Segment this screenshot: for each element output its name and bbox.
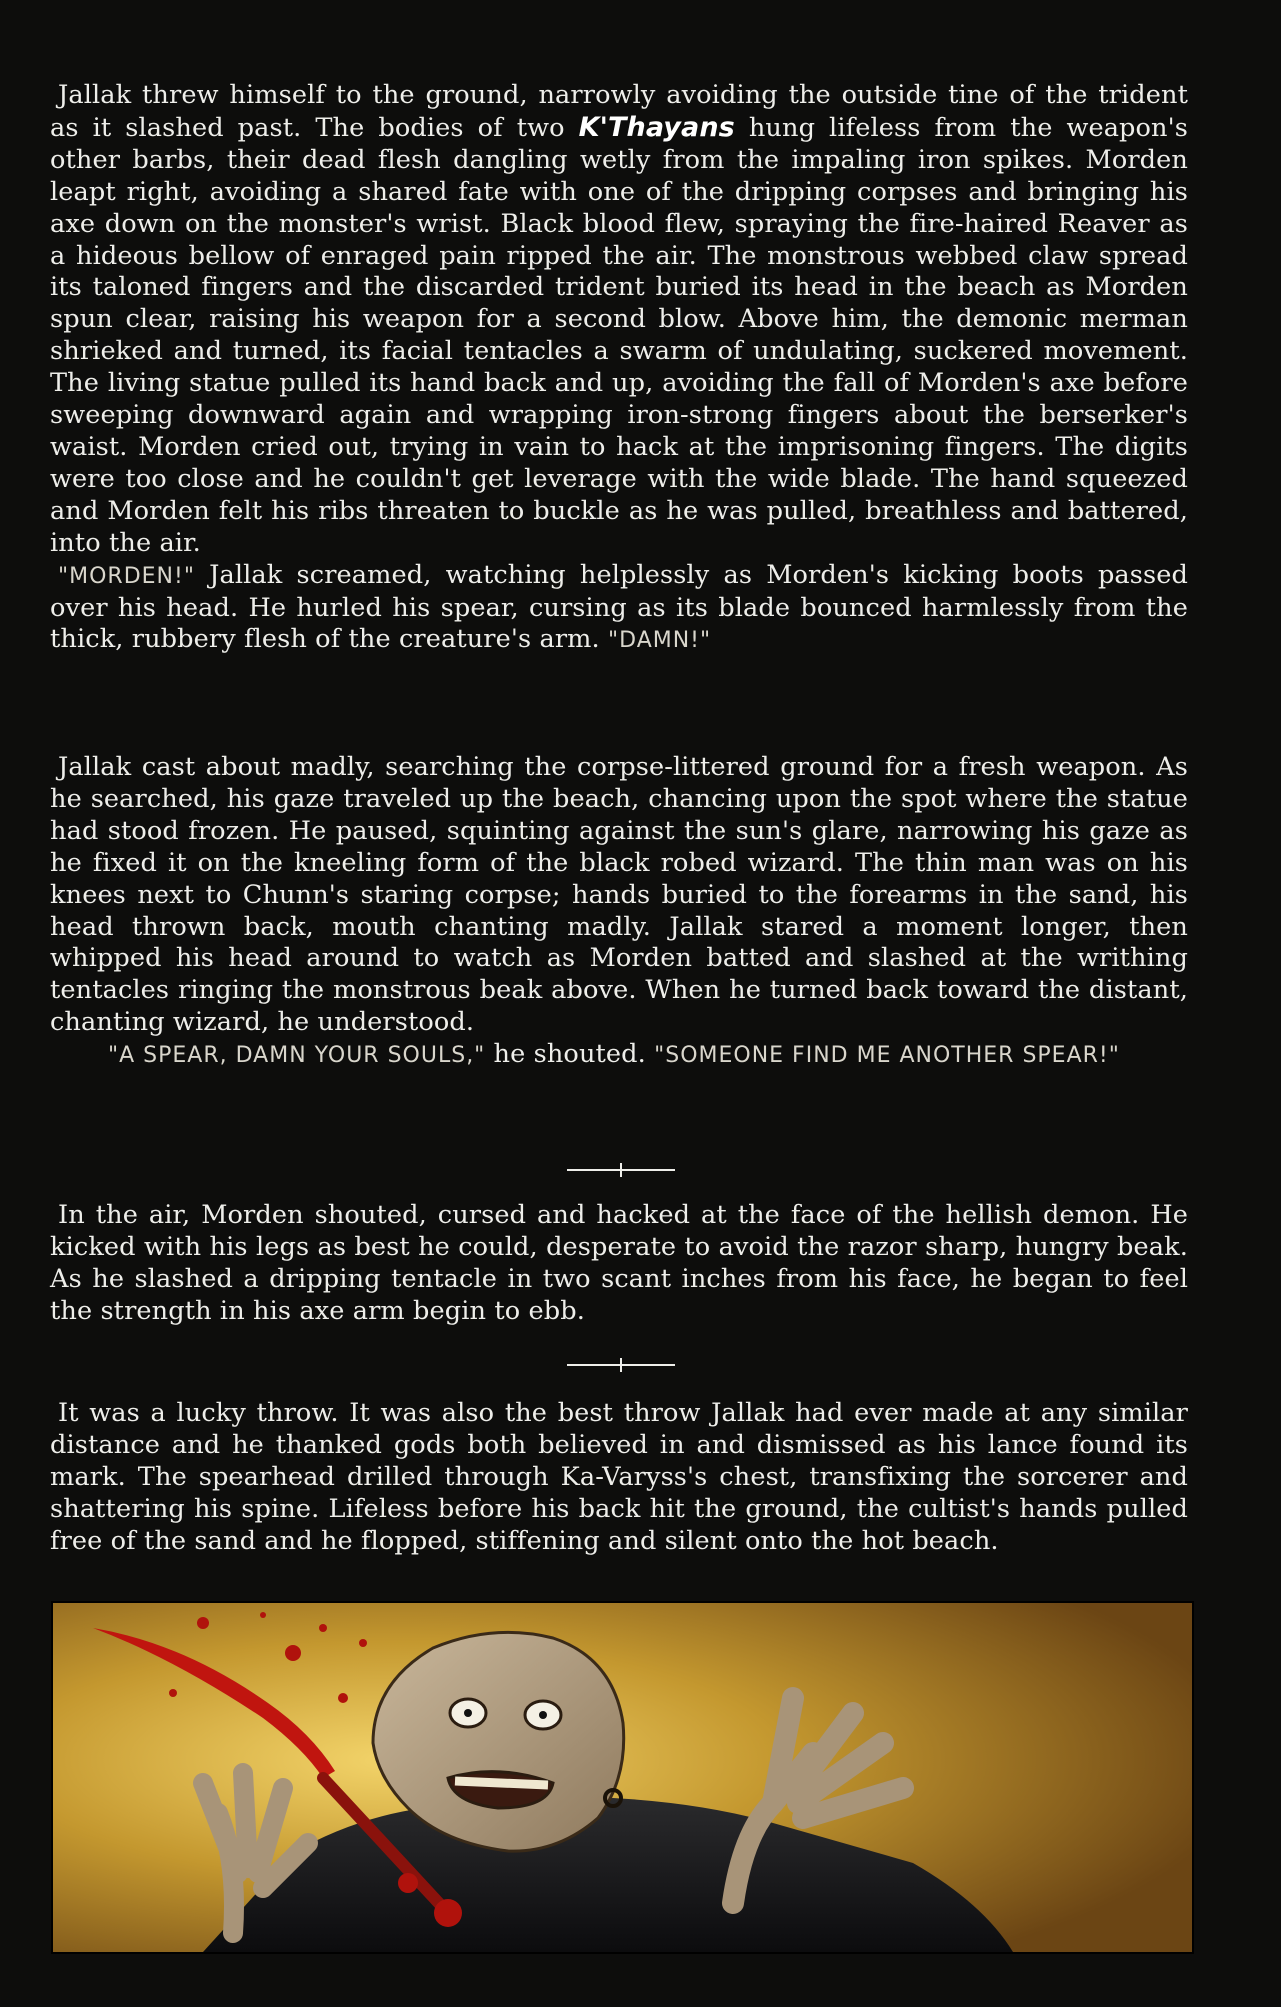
- shout-find-spear: "SOMEONE FIND ME ANOTHER SPEAR!": [654, 1043, 1120, 1069]
- paragraph-trident-attack: [50, 80, 1188, 560]
- paragraph-2-text: Jallak screamed, watching helplessly as Morden's kicking boots passed over his head. He hurled his spear, cursing as its blade bounced harmlessly from the thick, rubbery flesh of the creature's arm.: [50, 559, 1188, 655]
- teeth: [455, 1781, 548, 1785]
- shout-spear: "A SPEAR, DAMN YOUR SOULS,": [108, 1043, 486, 1069]
- story-text-section-3: [50, 1200, 1188, 1328]
- paragraph-1-part-b: hung lifeless from the weapon's other barbs, their dead flesh dangling wetly from the impaling iron spikes. Morden leapt right, avoiding a shared fate with one of the dripping corpses and bringing his axe down on the monster's wrist. Black blood flew, spraying the fire-haired Reaver as a hideous bellow of enraged pain ripped the air. The monstrous webbed claw spread its taloned fingers and the discarded trident buried its head in the beach as Morden spun clear, raising his weapon for a second blow. Above him, the demonic merman shrieked and turned, its facial tentacles a swarm of undulating, suckered movement. The living statue pulled its hand back and up, avoiding the fall of Morden's axe before sweeping downward again and wrapping iron-strong fingers about the berserker's waist. Morden cried out, trying in vain to hack at the imprisoning fingers. The digits were too close and he couldn't get leverage with the wide blade. The hand squeezed and Morden felt his ribs threaten to buckle as he was pulled, breathless and battered, into the air.: [50, 112, 1188, 558]
- story-text-section-1: [50, 80, 1188, 657]
- kthayans-name: K'Thayans: [578, 111, 735, 143]
- sorcerer-impaled-illustration: [53, 1603, 1192, 1952]
- right-pupil: [539, 1711, 547, 1719]
- paragraph-morden-shout: [50, 560, 1188, 658]
- illustration-panel: [51, 1601, 1194, 1954]
- left-pupil: [464, 1709, 472, 1717]
- story-text-section-2: [50, 752, 1188, 1072]
- paragraph-1-part-a: Jallak threw himself to the ground, narrowly avoiding the outside tine of the trident as it slashed past. The bodies of two: [50, 80, 1188, 143]
- shout-morden: "MORDEN!": [58, 563, 195, 589]
- section-divider: [567, 1160, 675, 1180]
- section-divider: [567, 1355, 675, 1375]
- paragraph-lucky-throw: It was a lucky throw. It was also the best throw Jallak had ever made at any similar distance and he thanked gods both believed in and dismissed as his lance found its mark. The spearhead drilled through Ka-Varyss's chest, transfixing the sorcerer and shattering his spine. Lifeless before his back hit the ground, the cultist's hands pulled free of the sand and he flopped, stiffening and silent onto the hot beach.: [50, 1398, 1188, 1556]
- paragraph-morden-in-air: In the air, Morden shouted, cursed and hacked at the face of the hellish demon. He kicked with his legs as best he could, desperate to avoid the razor sharp, hungry beak. As he slashed a dripping tentacle in two scant inches from his face, he began to feel the strength in his axe arm begin to ebb.: [50, 1200, 1188, 1326]
- story-text-section-4: [50, 1398, 1188, 1558]
- paragraph-wizard-chanting: Jallak cast about madly, searching the corpse-littered ground for a fresh weapon. As he searched, his gaze traveled up the beach, chancing upon the spot where the statue had stood frozen. He paused, squinting against the sun's glare, narrowing his gaze as he fixed it on the kneeling form of the black robed wizard. The thin man was on his knees next to Chunn's staring corpse; hands buried to the forearms in the sand, his head thrown back, mouth chanting madly. Jallak stared a moment longer, then whipped his head around to watch as Morden batted and slashed at the writhing tentacles ringing the monstrous beak above. When he turned back toward the distant, chanting wizard, he understood.: [50, 752, 1188, 1038]
- paragraph-4-text: he shouted.: [485, 1039, 655, 1070]
- shout-damn: "DAMN!": [608, 628, 712, 654]
- paragraph-spear-shout: [50, 1039, 1188, 1072]
